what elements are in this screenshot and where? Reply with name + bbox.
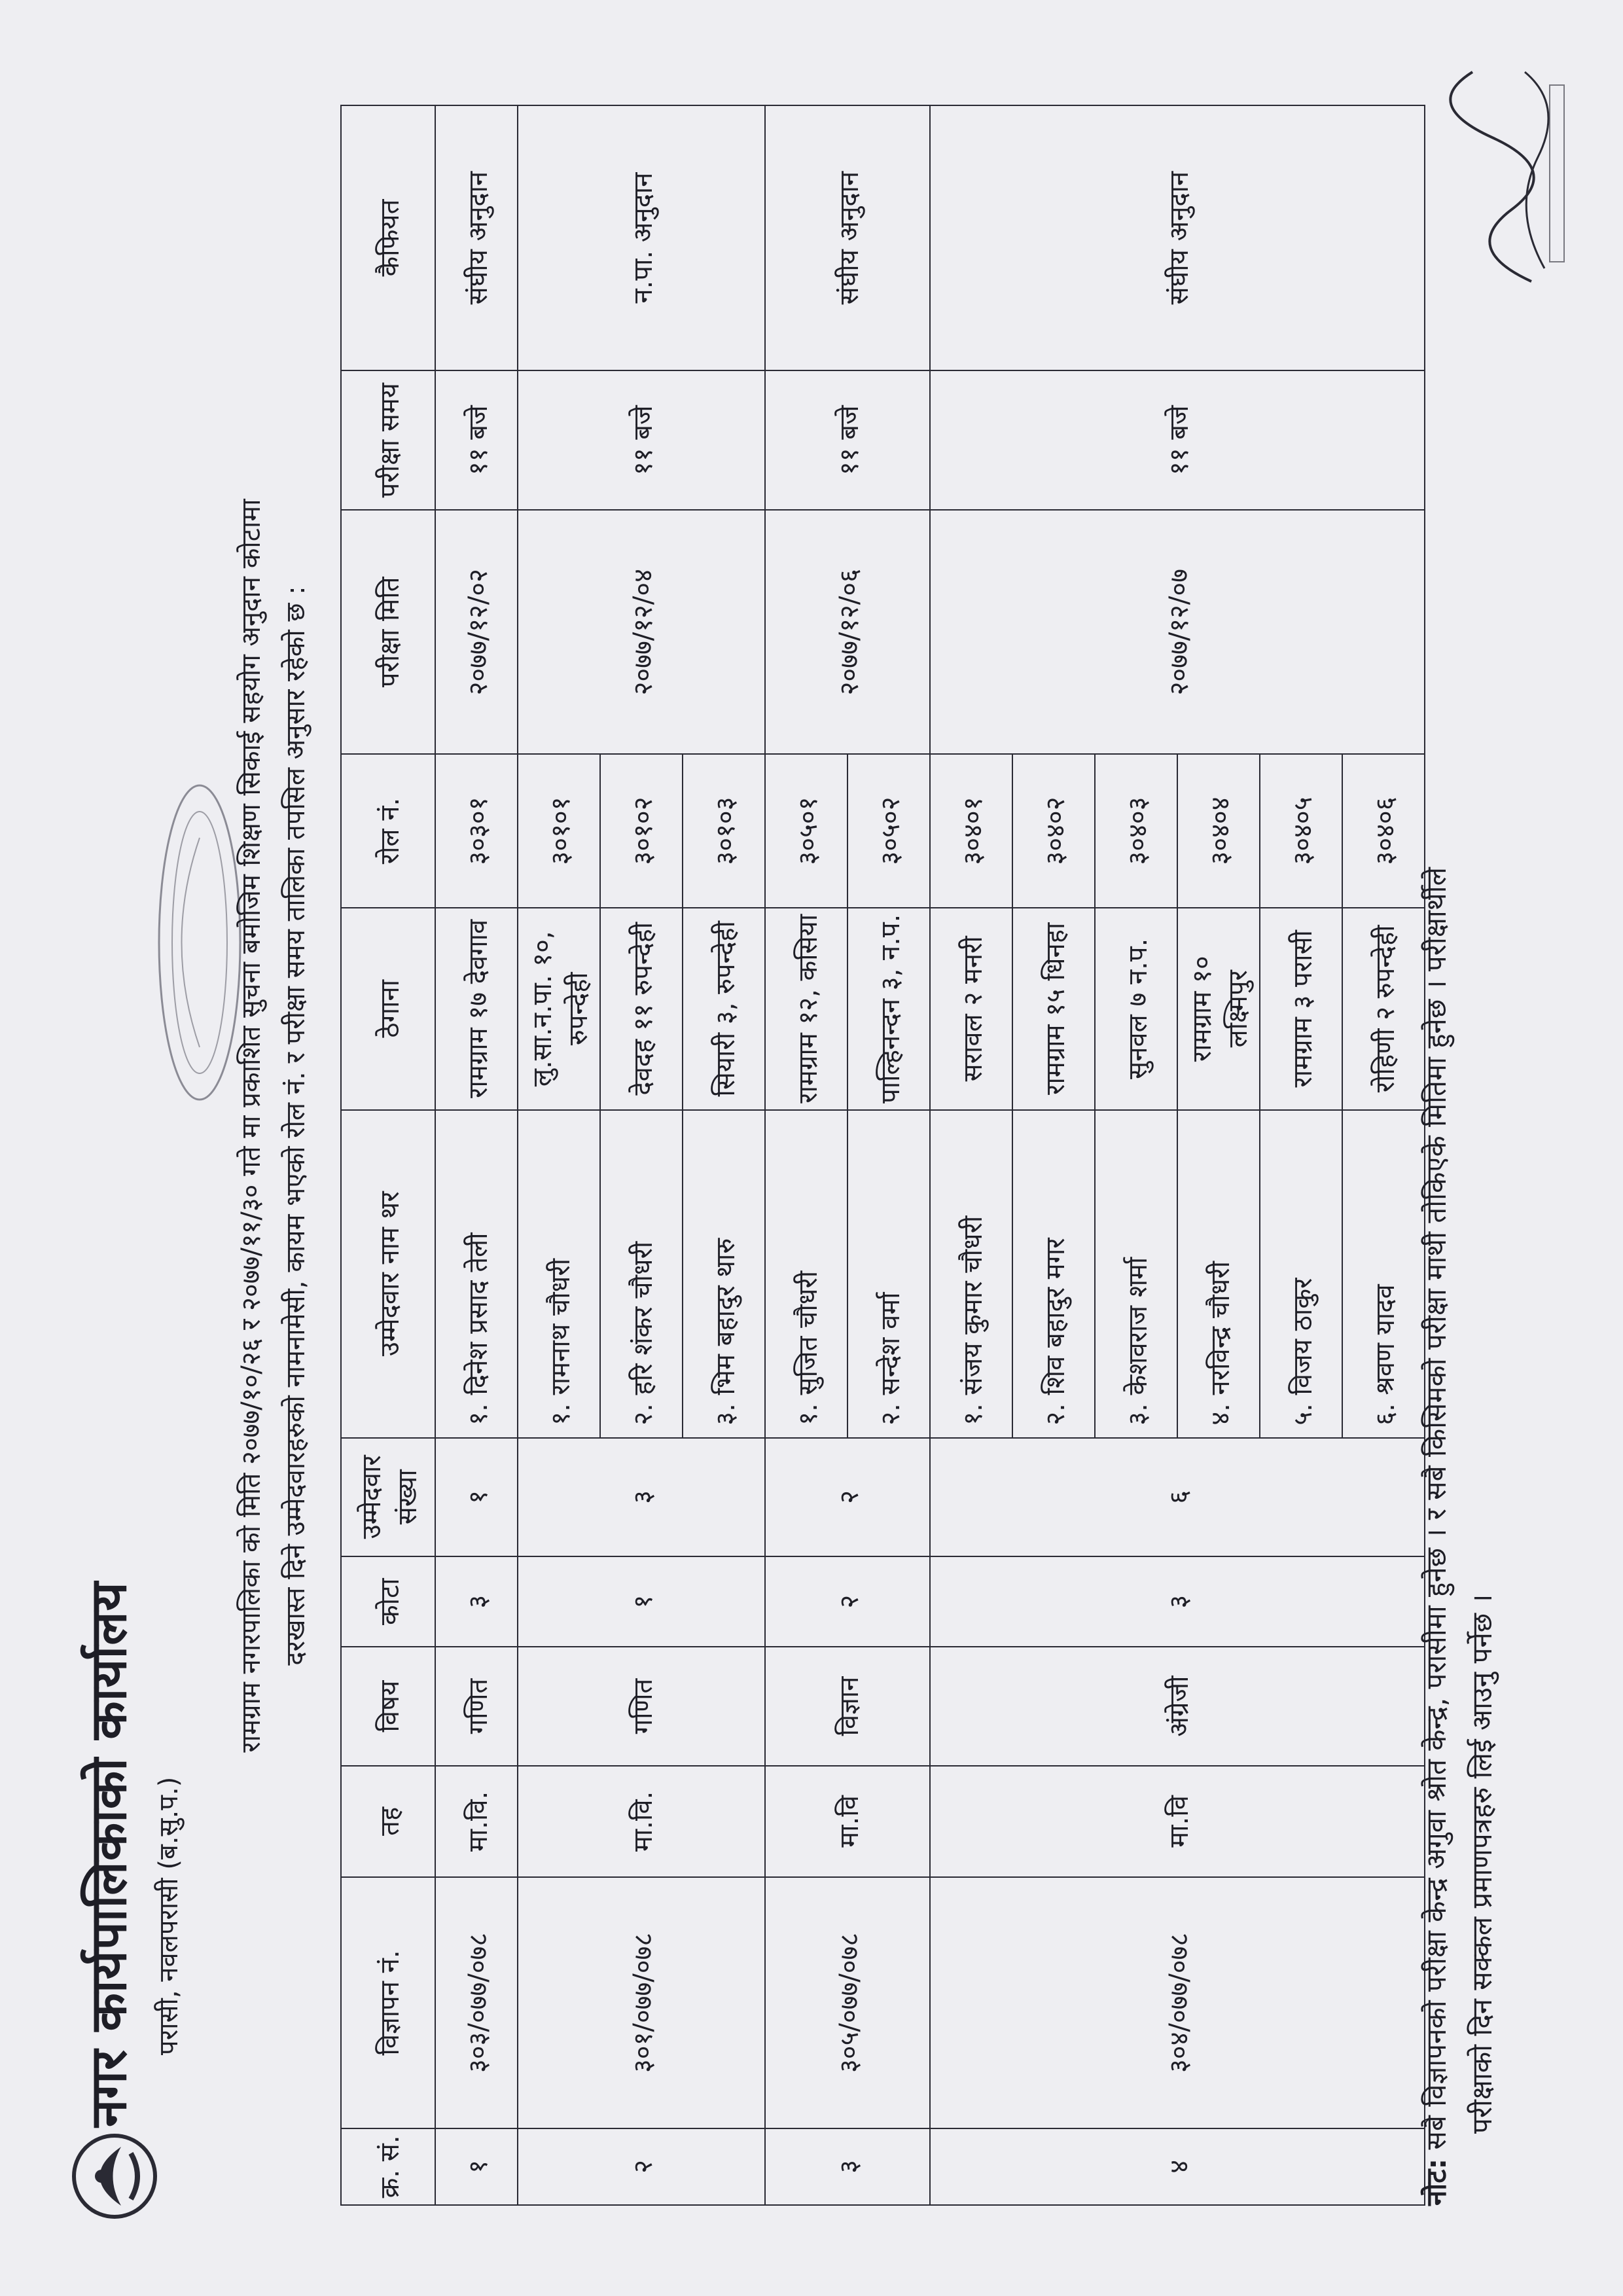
intro-paragraph <box>229 177 318 2075</box>
cell-date: २०७७/१२/०७ <box>930 510 1425 754</box>
cell-roll: ३०१०१ <box>518 754 600 907</box>
cell-roll: ३०४०५ <box>1260 754 1342 907</box>
table-header-row <box>341 105 435 2205</box>
cell-ad-no: ३०१/०७७/०७८ <box>518 1877 765 2128</box>
cell-sn: ३ <box>765 2128 930 2205</box>
cell-ad-no: ३०५/०७७/०७८ <box>765 1877 930 2128</box>
cell-time: ११ बजे <box>765 370 930 510</box>
table-row <box>518 105 600 2205</box>
cell-address: रामग्राम १७ देवगाव <box>435 908 518 1110</box>
cell-name: ३. केशवराज शर्मा <box>1095 1110 1177 1438</box>
cell-time: ११ बजे <box>435 370 518 510</box>
cell-quota: ३ <box>930 1556 1425 1647</box>
cell-address: सरावल २ मनरी <box>930 908 1012 1110</box>
cell-remarks: संघीय अनुदान <box>435 105 518 370</box>
cell-roll: ३०४०१ <box>930 754 1012 907</box>
cell-level: मा.वि. <box>435 1766 518 1878</box>
table-row <box>765 105 847 2205</box>
cell-roll: ३०१०२ <box>600 754 683 907</box>
header-subject: विषय <box>341 1647 435 1765</box>
cell-name: २. शिव बहादुर मगर <box>1012 1110 1095 1438</box>
note-line-1: सबै विज्ञापनको परीक्षा केन्द्र अगुवा श्रोत केन्द्र, परासीमा हुनेछ । र सबै किसिमको परीक्षा माथी तोकिएके मितिमा हुनेछ । परीक्षार्थीले <box>1420 867 1452 2150</box>
cell-subject: अंग्रेजी <box>930 1647 1425 1765</box>
cell-remarks: संघीय अनुदान <box>765 105 930 370</box>
cell-address: सुनवल ७ न.प. <box>1095 908 1177 1110</box>
header-count: उम्मेदवार संख्या <box>341 1438 435 1556</box>
header-date: परीक्षा मिति <box>341 510 435 754</box>
intro-line-2: दरखास्त दिने उम्मेदवारहरुको नामनामेसी, कायम भएको रोल नं. र परीक्षा समय तालिका तपसिल अनुसार रहेको छ : <box>281 586 311 1666</box>
cell-date: २०७७/१२/०४ <box>518 510 765 754</box>
header-roll: रोल नं. <box>341 754 435 907</box>
header-remarks: कैफियत <box>341 105 435 370</box>
cell-quota: १ <box>518 1556 765 1647</box>
cell-quota: ३ <box>435 1556 518 1647</box>
cell-roll: ३०४०६ <box>1342 754 1425 907</box>
cell-sn: ४ <box>930 2128 1425 2205</box>
letterhead <box>59 65 216 2225</box>
cell-roll: ३०४०३ <box>1095 754 1177 907</box>
table-row <box>930 105 1012 2205</box>
cell-remarks: न.पा. अनुदान <box>518 105 765 370</box>
cell-ad-no: ३०३/०७७/०७८ <box>435 1877 518 2128</box>
cell-time: ११ बजे <box>518 370 765 510</box>
header-name: उम्मेदवार नाम थर <box>341 1110 435 1438</box>
cell-time: ११ बजे <box>930 370 1425 510</box>
exam-schedule-table <box>340 105 1425 2206</box>
cell-count: २ <box>765 1438 930 1556</box>
cell-address: लु.सा.न.पा. १०, रुपन्देही <box>518 908 600 1110</box>
cell-name: ६. श्रवण यादव <box>1342 1110 1425 1438</box>
cell-quota: २ <box>765 1556 930 1647</box>
cell-remarks: संघीय अनुदान <box>930 105 1425 370</box>
cell-subject: विज्ञान <box>765 1647 930 1765</box>
signature-stamp-icon <box>1433 65 1571 288</box>
header-quota: कोटा <box>341 1556 435 1647</box>
header-sn: क्र. सं. <box>341 2128 435 2205</box>
note-label: नोट: <box>1420 2158 1452 2206</box>
header-time: परीक्षा समय <box>341 370 435 510</box>
cell-address: रामग्राम ३ परासी <box>1260 908 1342 1110</box>
cell-name: २. हरि शंकर चौधरी <box>600 1110 683 1438</box>
office-title: नगर कार्यपालिकाको कार्यालय <box>79 1581 137 2127</box>
cell-count: १ <box>435 1438 518 1556</box>
header-ad-no: विज्ञापन नं. <box>341 1877 435 2128</box>
cell-sn: २ <box>518 2128 765 2205</box>
header-level: तह <box>341 1766 435 1878</box>
government-emblem-icon <box>65 2127 164 2225</box>
cell-name: २. सन्देश वर्मा <box>847 1110 930 1438</box>
cell-count: ६ <box>930 1438 1425 1556</box>
cell-level: मा.वि. <box>518 1766 765 1878</box>
cell-name: ४. नरविन्द्र चौधरी <box>1177 1110 1260 1438</box>
cell-roll: ३०१०३ <box>683 754 765 907</box>
cell-count: ३ <box>518 1438 765 1556</box>
cell-name: १. सुजित चौधरी <box>765 1110 847 1438</box>
cell-date: २०७७/१२/०६ <box>765 510 930 754</box>
footer-note <box>1414 242 1505 2206</box>
cell-roll: ३०४०४ <box>1177 754 1260 907</box>
cell-date: २०७७/१२/०२ <box>435 510 518 754</box>
cell-subject: गणित <box>435 1647 518 1765</box>
note-line-2: परीक्षाको दिन सक्कल प्रमाणपत्रहरु लिई आउनु पर्नेछ । <box>1466 1594 1498 2134</box>
intro-line-1: रामग्राम नगरपालिका को मिति २०७७/१०/२६ र २०७७/११/३० गते मा प्रकाशित सुचना बमोजिम शिक्षण सिकाई सहयोग अनुदान कोटामा <box>236 499 266 1753</box>
cell-ad-no: ३०४/०७७/०७८ <box>930 1877 1425 2128</box>
header-address: ठेगाना <box>341 908 435 1110</box>
cell-name: १. रामनाथ चौधरी <box>518 1110 600 1438</box>
cell-name: १. संजय कुमार चौधरी <box>930 1110 1012 1438</box>
cell-address: रामग्राम १० लक्ष्मिपुर <box>1177 908 1260 1110</box>
cell-name: ३. भिम बहादुर थारु <box>683 1110 765 1438</box>
cell-roll: ३०५०२ <box>847 754 930 907</box>
document-page <box>59 65 1564 2225</box>
cell-address: पाल्हिनन्दन ३, न.प. <box>847 908 930 1110</box>
cell-subject: गणित <box>518 1647 765 1765</box>
table-row <box>435 105 518 2205</box>
cell-roll: ३०४०२ <box>1012 754 1095 907</box>
cell-sn: १ <box>435 2128 518 2205</box>
cell-name: १. दिनेश प्रसाद तेली <box>435 1110 518 1438</box>
cell-address: रामग्राम १५ धिनहा <box>1012 908 1095 1110</box>
office-address: परासी, नवलपरासी (ब.सु.प.) <box>154 1776 184 2055</box>
cell-address: देवदह ११ रुपन्देही <box>600 908 683 1110</box>
cell-roll: ३०५०१ <box>765 754 847 907</box>
cell-address: रोहिणी २ रुपन्देही <box>1342 908 1425 1110</box>
cell-level: मा.वि <box>930 1766 1425 1878</box>
cell-address: रामग्राम १२, कसिया <box>765 908 847 1110</box>
cell-name: ५. विजय ठाकुर <box>1260 1110 1342 1438</box>
cell-level: मा.वि <box>765 1766 930 1878</box>
cell-roll: ३०३०१ <box>435 754 518 907</box>
cell-address: सियारी ३, रुपन्देही <box>683 908 765 1110</box>
